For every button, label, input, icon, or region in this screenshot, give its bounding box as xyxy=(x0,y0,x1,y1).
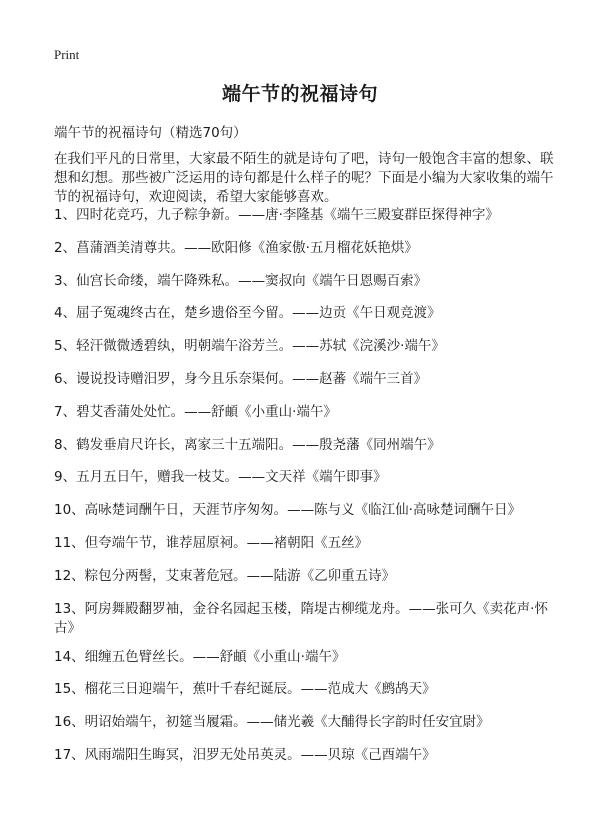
poem-item-11: 11、但夸端午节，谁荐屈原祠。——褚朝阳《五丝》 xyxy=(54,534,369,551)
page-title: 端午节的祝福诗句 xyxy=(221,83,378,105)
poem-item-13: 13、阿房舞殿翻罗袖，金谷名园起玉楼，隋堤古柳缆龙舟。——张可久《卖花声·怀古》 xyxy=(54,600,548,636)
poem-item-2: 2、菖蒲酒美清尊共。——欧阳修《渔家傲·五月榴花妖艳烘》 xyxy=(54,239,418,256)
poem-item-9: 9、五月五日午，赠我一枝艾。——文天祥《端午即事》 xyxy=(54,469,387,486)
poem-item-3: 3、仙宫长命缕，端午降殊私。——窦叔向《端午日恩赐百索》 xyxy=(54,272,428,289)
poem-item-12: 12、粽包分两髻，艾束著危冠。——陆游《乙卯重五诗》 xyxy=(54,567,396,584)
poem-item-1: 1、四时花竞巧，九子粽争新。——唐·李隆基《端午三殿宴群臣探得神字》 xyxy=(54,207,499,223)
intro-paragraph: 在我们平凡的日常里，大家最不陌生的就是诗句了吧，诗句一般饱含丰富的想象、联想和幻想。那些被广泛运用的诗句都是什么样子的呢？下面是小编为大家收集的端午节的祝福诗句，欢迎阅读，希望大家能够喜欢。 xyxy=(54,151,554,205)
poem-item-16: 16、明诏始端午，初筵当履霜。——储光羲《大酺得长字韵时任安宜尉》 xyxy=(54,714,490,731)
article-subtitle: 端午节的祝福诗句（精选70句） xyxy=(54,125,247,141)
print-link[interactable]: Print xyxy=(54,47,80,62)
poem-list xyxy=(54,206,554,779)
poem-item-17: 17、风雨端阳生晦冥，汨罗无处吊英灵。——贝琼《己酉端午》 xyxy=(54,746,436,763)
poem-item-10: 10、高咏楚词酬午日，天涯节序匆匆。——陈与义《临江仙·高咏楚词酬午日》 xyxy=(54,502,521,519)
poem-item-7: 7、碧艾香蒲处处忙。——舒頔《小重山·端午》 xyxy=(54,403,337,420)
poem-item-5: 5、轻汗微微透碧纨，明朝端午浴芳兰。——苏轼《浣溪沙·端午》 xyxy=(54,338,445,355)
poem-item-4: 4、屈子冤魂终古在，楚乡遗俗至今留。——边贡《午日观竞渡》 xyxy=(54,305,441,322)
poem-item-8: 8、鹤发垂肩尺许长，离家三十五端阳。——殷尧藩《同州端午》 xyxy=(54,436,441,453)
poem-item-15: 15、榴花三日迎端午，蕉叶千春纪诞辰。——范成大《鹧鸪天》 xyxy=(54,681,436,698)
poem-item-14: 14、细缠五色臂丝长。——舒頔《小重山·端午》 xyxy=(54,648,346,665)
poem-item-6: 6、谩说投诗赠汨罗，身今且乐奈渠何。——赵蕃《端午三首》 xyxy=(54,370,428,387)
